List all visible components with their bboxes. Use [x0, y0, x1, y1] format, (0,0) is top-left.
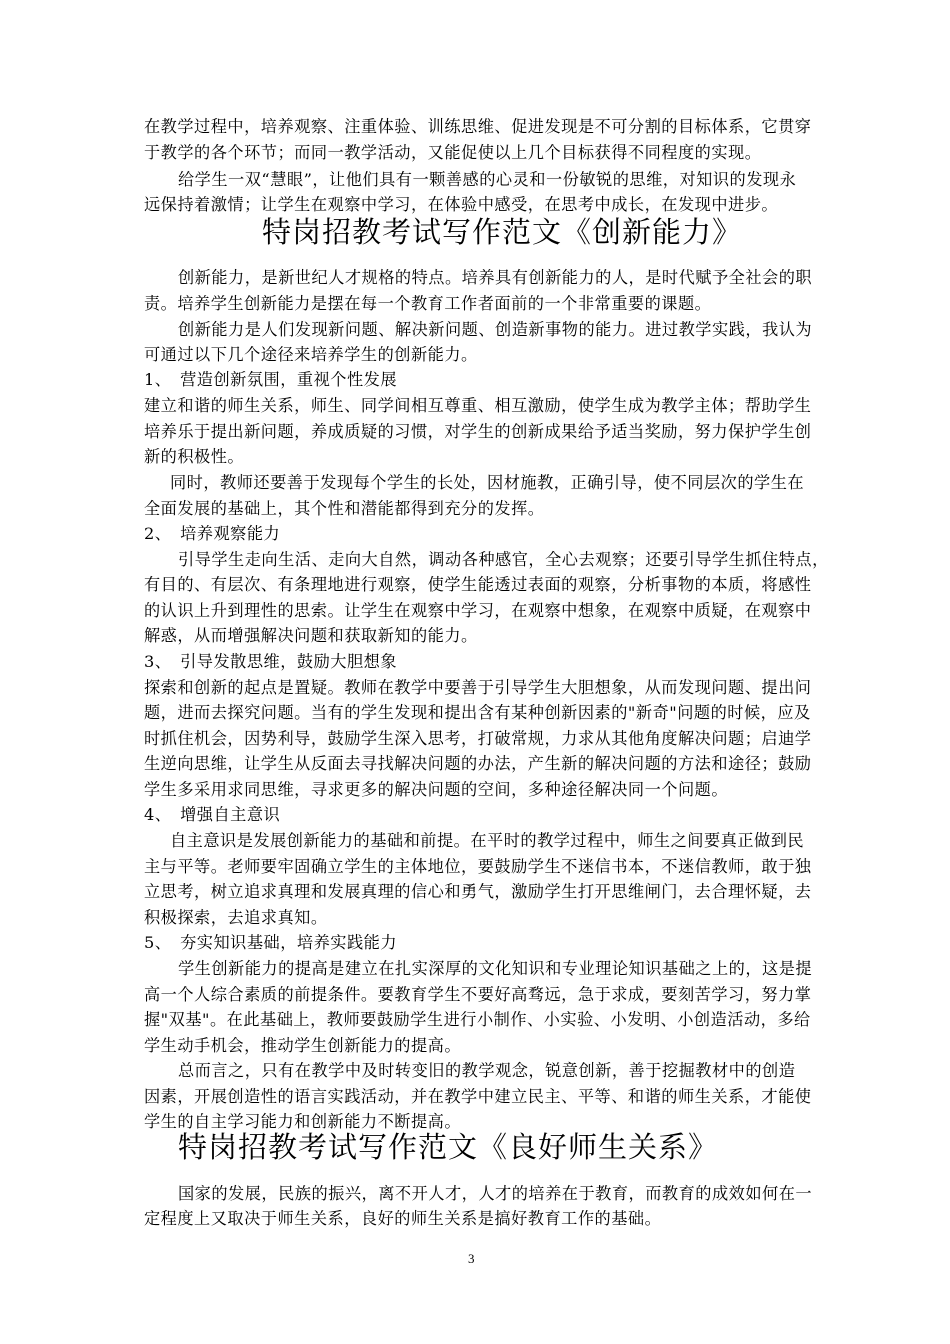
article-title-teacher-student: 特岗招教考试写作范文《良好师生关系》 [178, 1130, 719, 1164]
body-line: 时抓住机会，因势利导，鼓励学生深入思考，打破常规，力求从其他角度解决问题；启迪学 [144, 729, 812, 748]
body-line: 题，进而去探究问题。当有的学生发现和提出含有某种创新因素的"新奇"问题的时候，应及 [144, 703, 811, 722]
page-number: 3 [468, 1251, 475, 1266]
body-line: 培养乐于提出新问题，养成质疑的习惯，对学生的创新成果给予适当奖励，努力保护学生创 [144, 422, 812, 441]
body-line: 建立和谐的师生关系，师生、同学间相互尊重、相互激励，使学生成为教学主体；帮助学生 [144, 396, 812, 415]
section-heading-4: 4、 增强自主意识 [144, 805, 281, 824]
body-line: 总而言之，只有在教学中及时转变旧的教学观念，锐意创新，善于挖掘教材中的创造 [178, 1061, 796, 1080]
body-line: 学生的自主学习能力和创新能力不断提高。 [144, 1112, 462, 1131]
body-line: 探索和创新的起点是置疑。教师在教学中要善于引导学生大胆想象，从而发现问题、提出问 [144, 678, 812, 697]
body-line: 有目的、有层次、有条理地进行观察，使学生能透过表面的观察，分析事物的本质，将感性 [144, 575, 812, 594]
section-heading-1: 1、 营造创新氛围，重视个性发展 [144, 370, 398, 389]
body-line: 全面发展的基础上，其个性和潜能都得到充分的发挥。 [144, 499, 545, 518]
body-line: 高一个人综合素质的前提条件。要教育学生不要好高骛远，急于求成，要刻苦学习，努力掌 [144, 985, 812, 1004]
body-line: 自主意识是发展创新能力的基础和前提。在平时的教学过程中，师生之间要真正做到民 [170, 831, 805, 850]
body-line: 责。培养学生创新能力是摆在每一个教育工作者面前的一个非常重要的课题。 [144, 294, 712, 313]
body-line: 创新能力，是新世纪人才规格的特点。培养具有创新能力的人，是时代赋予全社会的职 [178, 268, 813, 287]
body-line: 新的积极性。 [144, 447, 245, 466]
body-line: 握"双基"。在此基础上，教师要鼓励学生进行小制作、小实验、小发明、小创造活动，多给 [144, 1010, 811, 1029]
section-heading-3: 3、 引导发散思维，鼓励大胆想象 [144, 652, 398, 671]
intro-line-2: 于教学的各个环节；而同一教学活动，又能促使以上几个目标获得不同程度的实现。 [144, 143, 762, 162]
body-line: 学生多采用求同思维，寻求更多的解决问题的空间，多种途径解决同一个问题。 [144, 780, 729, 799]
body-line: 引导学生走向生活、走向大自然，调动各种感官，全心去观察；还要引导学生抓住特点， [178, 550, 829, 569]
section-heading-2: 2、 培养观察能力 [144, 524, 281, 543]
section-heading-5: 5、 夯实知识基础，培养实践能力 [144, 933, 398, 952]
body-line: 生逆向思维，让学生从反面去寻找解决问题的办法，产生新的解决问题的方法和途径；鼓励 [144, 754, 812, 773]
article-title-innovation: 特岗招教考试写作范文《创新能力》 [262, 215, 743, 249]
intro-line-3: 给学生一双“慧眼”，让他们具有一颗善感的心灵和一份敏锐的思维，对知识的发现永 [178, 170, 797, 189]
intro-line-4: 远保持着激情；让学生在观察中学习，在体验中感受，在思考中成长，在发现中进步。 [144, 195, 779, 214]
body-line: 学生动手机会，推动学生创新能力的提高。 [144, 1036, 462, 1055]
body-line: 的认识上升到理性的思索。让学生在观察中学习，在观察中想象，在观察中质疑，在观察中 [144, 601, 812, 620]
body-line: 因素，开展创造性的语言实践活动，并在教学中建立民主、平等、和谐的师生关系，才能使 [144, 1087, 812, 1106]
body-line: 同时，教师还要善于发现每个学生的长处，因材施教，正确引导，使不同层次的学生在 [170, 473, 805, 492]
body-line: 学生创新能力的提高是建立在扎实深厚的文化知识和专业理论知识基础之上的，这是提 [178, 959, 813, 978]
body-line: 立思考，树立追求真理和发展真理的信心和勇气，激励学生打开思维闸门，去合理怀疑，去 [144, 882, 812, 901]
body-line: 主与平等。老师要牢固确立学生的主体地位，要鼓励学生不迷信书本，不迷信教师，敢于独 [144, 857, 812, 876]
body-line: 积极探索，去追求真知。 [144, 908, 328, 927]
body-line: 创新能力是人们发现新问题、解决新问题、创造新事物的能力。进过教学实践，我认为 [178, 320, 813, 339]
body-line: 解惑，从而增强解决问题和获取新知的能力。 [144, 626, 478, 645]
body-line: 定程度上又取决于师生关系，良好的师生关系是搞好教育工作的基础。 [144, 1209, 662, 1228]
body-line: 国家的发展，民族的振兴，离不开人才，人才的培养在于教育，而教育的成效如何在一 [178, 1184, 813, 1203]
intro-line-1: 在教学过程中，培养观察、注重体验、训练思维、促进发现是不可分割的目标体系，它贯穿 [144, 117, 812, 136]
body-line: 可通过以下几个途径来培养学生的创新能力。 [144, 345, 478, 364]
